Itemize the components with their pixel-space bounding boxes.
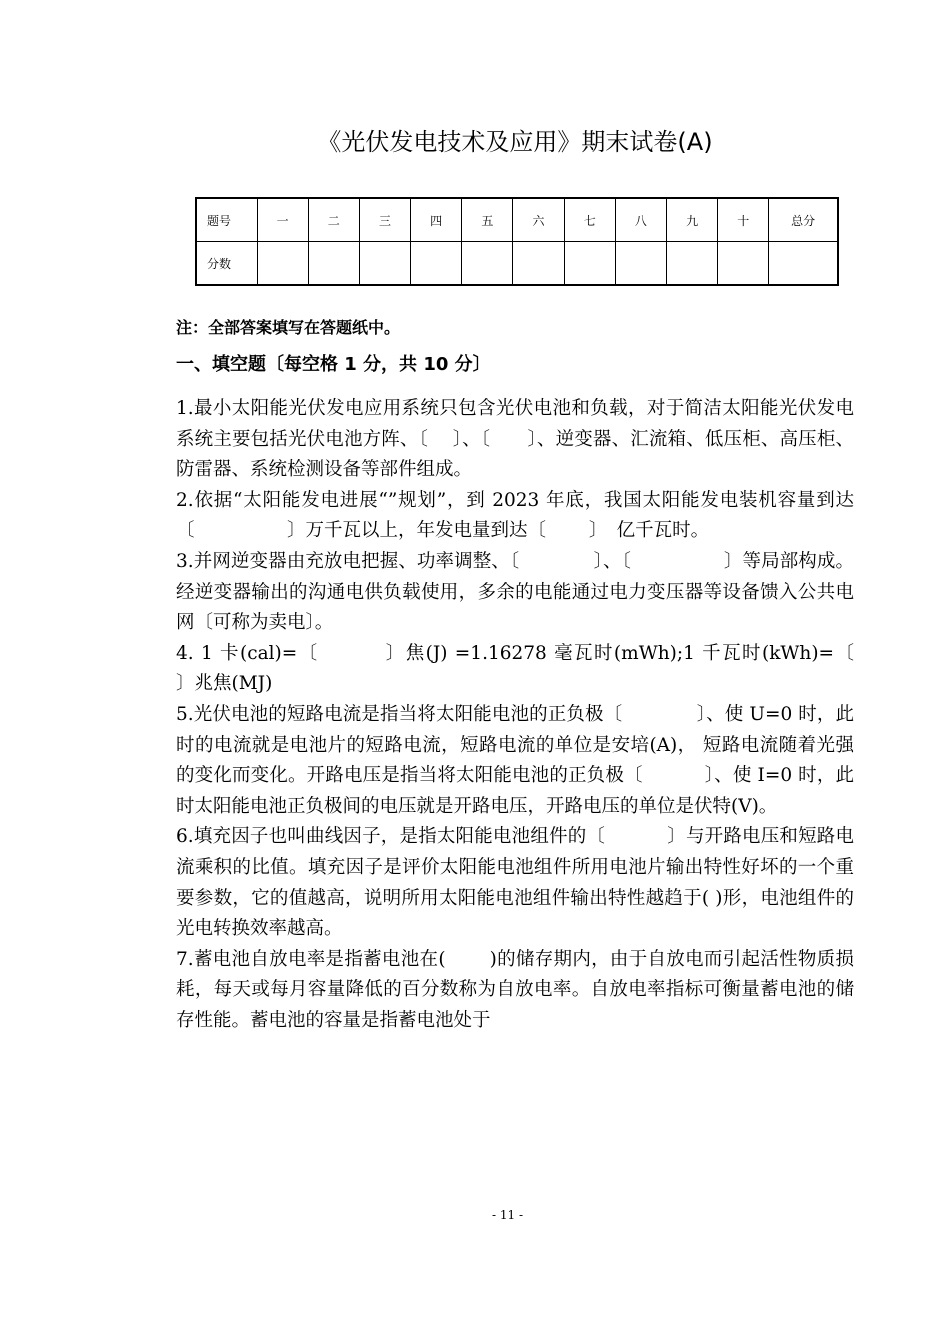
score-table-header-row — [196, 198, 838, 242]
question-1: 1.最小太阳能光伏发电应用系统只包含光伏电池和负载，对于简洁太阳能光伏发电系统主要包括光伏电池方阵、〔 〕、〔 〕、逆变器、汇流箱、低压柜、高压柜、防雷器、系统检测设备等部件组成。 — [176, 398, 854, 481]
question-6: 6.填充因子也叫曲线因子，是指太阳能电池组件的〔 〕与开路电压和短路电流乘积的比值。填充因子是评价太阳能电池组件所用电池片输出特性好坏的一个重要参数，它的值越高，说明所用太阳能电池组件输出特性越趋于( )形，电池组件的光电转换效率越高。 — [176, 826, 854, 940]
question-4: 4. 1 卡(cal)=〔 〕焦(J) =1.16278 毫瓦时(mWh);1 千瓦时(kWh)=〔 〕兆焦(MJ) — [176, 642, 879, 695]
score-cell-total — [769, 242, 838, 286]
score-cell — [615, 242, 666, 286]
column-header: 九 — [667, 198, 718, 242]
score-cell — [308, 242, 359, 286]
header-label: 题号 — [196, 198, 257, 242]
question-2: 2.依据“太阳能发电进展“”规划”，到 2023 年底，我国太阳能发电装机容量到达〔 〕万千瓦以上，年发电量到达〔 〕 亿千瓦时。 — [176, 489, 854, 542]
score-cell — [411, 242, 462, 286]
score-cell — [257, 242, 308, 286]
score-cell — [513, 242, 564, 286]
score-label: 分数 — [196, 242, 257, 286]
column-header-total: 总分 — [769, 198, 838, 242]
column-header: 三 — [359, 198, 410, 242]
column-header: 七 — [564, 198, 615, 242]
score-cell — [564, 242, 615, 286]
column-header: 六 — [513, 198, 564, 242]
page-title: 《光伏发电技术及应用》期末试卷(A) — [317, 128, 713, 156]
page-number: - 11 - — [491, 1208, 523, 1222]
score-cell — [718, 242, 769, 286]
answer-note: 注：全部答案填写在答题纸中。 — [176, 318, 401, 337]
column-header: 十 — [718, 198, 769, 242]
score-cell — [667, 242, 718, 286]
column-header: 四 — [411, 198, 462, 242]
section-heading: 一、填空题〔每空格 1 分，共 10 分〕 — [176, 354, 491, 375]
score-table — [195, 197, 839, 286]
column-header: 一 — [257, 198, 308, 242]
question-5: 5.光伏电池的短路电流是指当将太阳能电池的正负极〔 〕、使 U=0 时，此时的电流就是电池片的短路电流，短路电流的单位是安培(A)， 短路电流随着光强的变化而变化。开路电压是指当将太阳能电池的正负极〔 〕、使 I=0 时，此时太阳能电池正负极间的电压就是开路电压，开路电压的单位是伏特(V)。 — [176, 703, 854, 817]
question-7: 7.蓄电池自放电率是指蓄电池在( )的储存期内，由于自放电而引起活性物质损耗，每天或每月容量降低的百分数称为自放电率。自放电率指标可衡量蓄电池的储存性能。蓄电池的容量是指蓄电池处于 — [176, 948, 854, 1031]
column-header: 五 — [462, 198, 513, 242]
question-3: 3.并网逆变器由充放电把握、功率调整、〔 〕、〔 〕等局部构成。经逆变器输出的沟通电供负载使用，多余的电能通过电力变压器等设备馈入公共电网〔可称为卖电〕。 — [176, 550, 854, 634]
column-header: 二 — [308, 198, 359, 242]
score-cell — [359, 242, 410, 286]
question-list — [176, 394, 879, 1036]
column-header: 八 — [615, 198, 666, 242]
score-cell — [462, 242, 513, 286]
score-table-score-row — [196, 242, 838, 286]
